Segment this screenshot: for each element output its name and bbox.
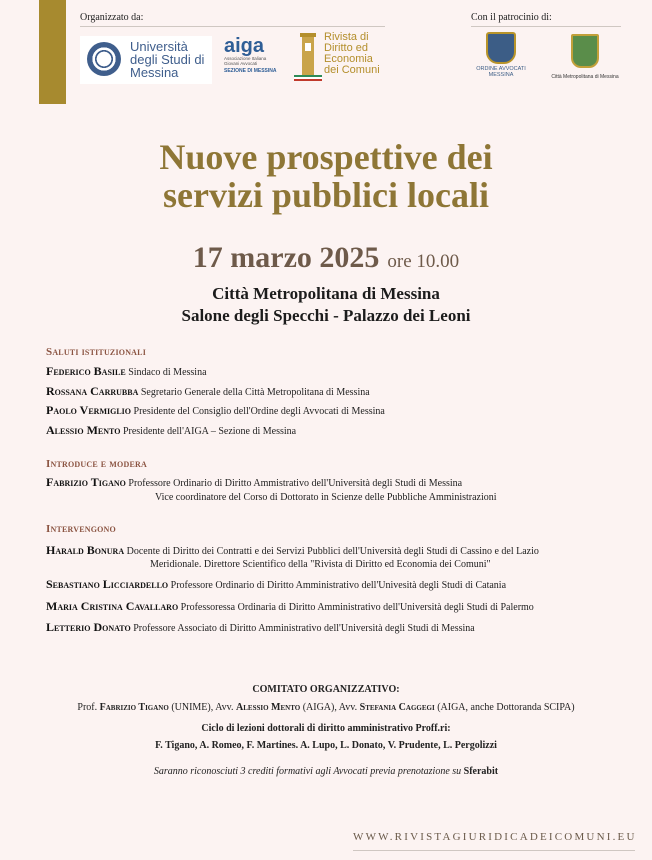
speaker-row	[46, 424, 296, 438]
footer-divider	[353, 850, 635, 851]
speaker-role: Docente di Diritto dei Contratti e dei Servizi Pubblici dell'Università degli Studi di Cassino e del Lazio	[126, 546, 539, 557]
speaker-row	[46, 621, 475, 635]
organized-by-label: Organizzato da:	[80, 12, 144, 23]
rivista-logo	[294, 31, 384, 83]
moderator-row	[46, 476, 462, 490]
speaker-name: Rossana Carrubba	[46, 384, 139, 398]
speaker-name: Paolo Vermiglio	[46, 403, 132, 417]
committee-affiliation: (UNIME), Avv.	[171, 702, 234, 713]
moderator-role-line2: Vice coordinatore del Corso di Dottorato in Scienze delle Pubbliche Amministrazioni	[155, 492, 497, 503]
ordine-shield-icon	[486, 32, 516, 64]
speaker-name: Maria Cristina Cavallaro	[46, 599, 179, 613]
speaker-row	[46, 578, 506, 592]
speaker-role: Presidente dell'AIGA – Sezione di Messina	[122, 426, 297, 437]
event-title-line1: Nuove prospettive dei	[159, 137, 493, 177]
aiga-logo-section: SEZIONE DI MESSINA	[224, 68, 277, 74]
unime-logo-text: Università degli Studi di Messina	[130, 39, 205, 80]
event-time: ore 10.00	[387, 251, 460, 272]
aiga-logo	[224, 36, 294, 84]
moderator-role-line1: Professore Ordinario di Diritto Ammistrativo dell'Università degli Studi di Messina	[128, 478, 463, 489]
header-divider-left	[80, 26, 385, 27]
speaker-role: Professore Ordinario di Diritto Amministrativo dell'Univesità degli Studi di Catania	[170, 580, 507, 591]
speaker-name: Federico Basile	[46, 364, 126, 378]
aiga-logo-sub1: Associazione Italiana	[224, 56, 267, 61]
committee-heading: COMITATO ORGANIZZATIVO:	[252, 684, 400, 695]
speaker-role: Professore Associato di Diritto Amministrativo dell'Università degli Studi di Messina	[133, 623, 475, 634]
ordine-logo-text: ORDINE AVVOCATI MESSINA	[476, 66, 526, 78]
event-date-time	[0, 241, 652, 275]
event-venue	[0, 283, 652, 327]
crediti-text: Saranno riconosciuti 3 crediti formativi agli Avvocati previa prenotazione su	[153, 766, 462, 777]
aiga-logo-word: aiga	[224, 35, 265, 57]
committee-members	[0, 702, 652, 714]
ciclo-professors: F. Tigano, A. Romeo, F. Martines. A. Lupo, L. Donato, V. Prudente, L. Pergolizzi	[155, 740, 497, 751]
speaker-name: Alessio Mento	[46, 423, 121, 437]
committee-member-name: Fabrizio Tigano	[99, 702, 169, 713]
speaker-name: Harald Bonura	[46, 543, 125, 557]
sferabit-platform: Sferabit	[463, 766, 499, 777]
speaker-row	[46, 385, 370, 399]
venue-line2: Salone degli Specchi - Palazzo dei Leoni	[181, 306, 471, 325]
speaker-row	[46, 365, 207, 379]
rivista-logo-text: Rivista di Diritto ed Economia dei Comuni	[324, 31, 380, 76]
aiga-logo-sub2: Giovani Avvocati	[224, 61, 258, 66]
event-title-line2: servizi pubblici locali	[162, 175, 489, 215]
unime-logo	[80, 36, 212, 84]
citta-metropolitana-logo	[548, 32, 622, 86]
event-title	[0, 138, 652, 214]
website-url[interactable]: WWW.RIVISTAGIURIDICADEICOMUNI.EU	[353, 831, 637, 843]
speaker-role: Sindaco di Messina	[128, 367, 207, 378]
venue-line1: Città Metropolitana di Messina	[212, 284, 440, 303]
committee-prefix: Prof.	[77, 702, 98, 713]
speaker-name: Sebastiano Licciardello	[46, 577, 169, 591]
ciclo-heading: Ciclo di lezioni dottorali di diritto amministrativo Proff.ri:	[201, 723, 451, 734]
moderator-name: Fabrizio Tigano	[46, 475, 126, 489]
patronage-label: Con il patrocinio di:	[471, 12, 552, 23]
speaker-row	[46, 544, 539, 558]
crediti-note	[0, 766, 652, 778]
citta-crest-icon	[571, 34, 599, 68]
intervengono-heading: Intervengono	[46, 523, 116, 535]
ordine-avvocati-logo	[468, 32, 534, 84]
committee-member-name: Stefania Caggegi	[359, 702, 435, 713]
speaker-row	[46, 404, 385, 418]
committee-affiliation: (AIGA, anche Dottoranda SCIPA)	[437, 702, 575, 713]
speaker-row	[46, 600, 534, 614]
header-divider-right	[471, 26, 621, 27]
speaker-role: Presidente del Consiglio dell'Ordine degli Avvocati di Messina	[133, 406, 385, 417]
committee-member-name: Alessio Mento	[236, 702, 301, 713]
saluti-heading: Saluti istituzionali	[46, 346, 147, 358]
speaker-name: Letterio Donato	[46, 620, 131, 634]
introduce-heading: Introduce e modera	[46, 458, 147, 470]
citta-logo-text: Città Metropolitana di Messina	[551, 74, 619, 80]
committee-affiliation: (AIGA), Avv.	[302, 702, 358, 713]
university-seal-icon	[87, 42, 121, 76]
speaker-role-continued: Meridionale. Direttore Scientifico della "Rivista di Diritto ed Economia dei Comuni"	[150, 559, 491, 570]
tower-icon	[294, 31, 322, 81]
speaker-role: Professoressa Ordinaria di Diritto Amministrativo dell'Università degli Studi di Palermo	[180, 602, 534, 613]
gold-accent-bar	[39, 0, 66, 104]
speaker-role: Segretario Generale della Città Metropolitana di Messina	[140, 387, 370, 398]
event-date: 17 marzo 2025	[192, 241, 380, 274]
